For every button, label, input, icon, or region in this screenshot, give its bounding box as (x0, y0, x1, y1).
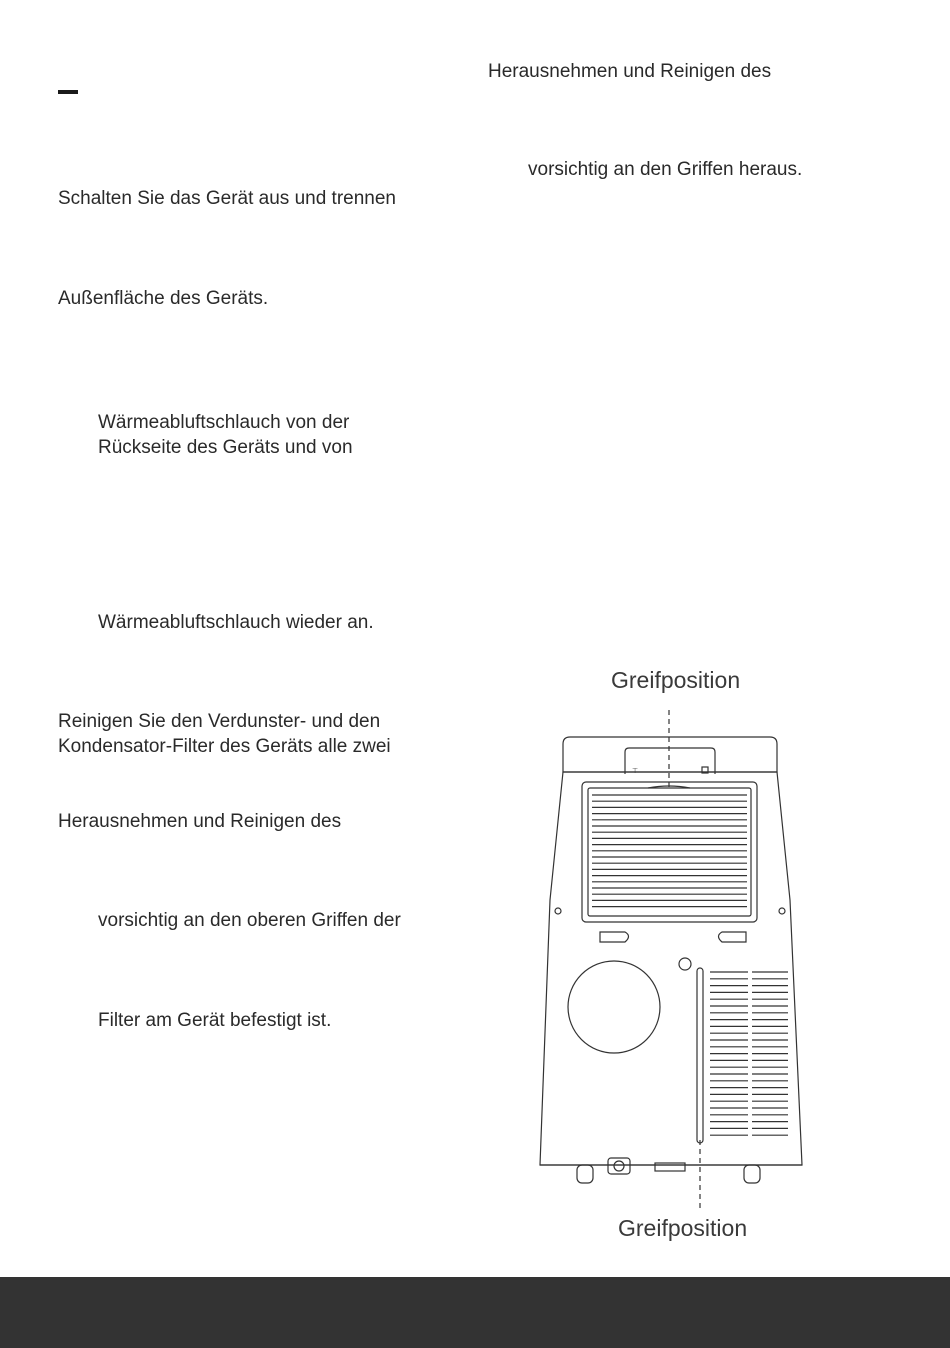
filter-step-1: vorsichtig an den oberen Griffen der (98, 910, 401, 931)
step-1-line-1: Wärmeabluftschlauch von der (98, 412, 350, 433)
left-line-2: Außenfläche des Geräts. (58, 288, 269, 309)
drain-plug (679, 958, 691, 970)
air-conditioner-rear-diagram (520, 700, 820, 1220)
filter-line-2: Kondensator-Filter des Geräts alle zwei (58, 736, 391, 757)
condenser-filter-handle (697, 968, 703, 1143)
grip-position-top-label: Greifposition (611, 667, 741, 693)
left-line-1: Schalten Sie das Gerät aus und trennen (58, 188, 397, 209)
evaporator-filter-slats (592, 795, 747, 907)
grip-position-bottom-label: Greifposition (618, 1215, 748, 1241)
wheel-right (744, 1165, 760, 1183)
right-step: vorsichtig an den Griffen heraus. (528, 159, 803, 180)
filter-clip-right (719, 932, 747, 942)
handle-symbol-left: ⊤ (632, 767, 639, 775)
exhaust-port (568, 961, 660, 1053)
footer-bar (0, 1277, 950, 1348)
filter-heading: Herausnehmen und Reinigen des (58, 811, 342, 832)
unit-body (540, 772, 802, 1165)
filter-step-2: Filter am Gerät befestigt ist. (98, 1010, 332, 1031)
step-1-line-2: Rückseite des Geräts und von (98, 437, 353, 458)
unit-top-cap (563, 737, 777, 772)
drain-outlet-cap (614, 1161, 624, 1171)
right-heading: Herausnehmen und Reinigen des (488, 61, 772, 82)
step-2: Wärmeabluftschlauch wieder an. (98, 612, 374, 633)
condenser-filter-slats (710, 972, 788, 1135)
wheel-left (577, 1165, 593, 1183)
screw-left (555, 908, 561, 914)
filter-line-1: Reinigen Sie den Verdunster- und den (58, 711, 381, 732)
screw-right (779, 908, 785, 914)
base-vent (655, 1163, 685, 1171)
section-dash (58, 90, 78, 94)
filter-clip-left (600, 932, 629, 942)
